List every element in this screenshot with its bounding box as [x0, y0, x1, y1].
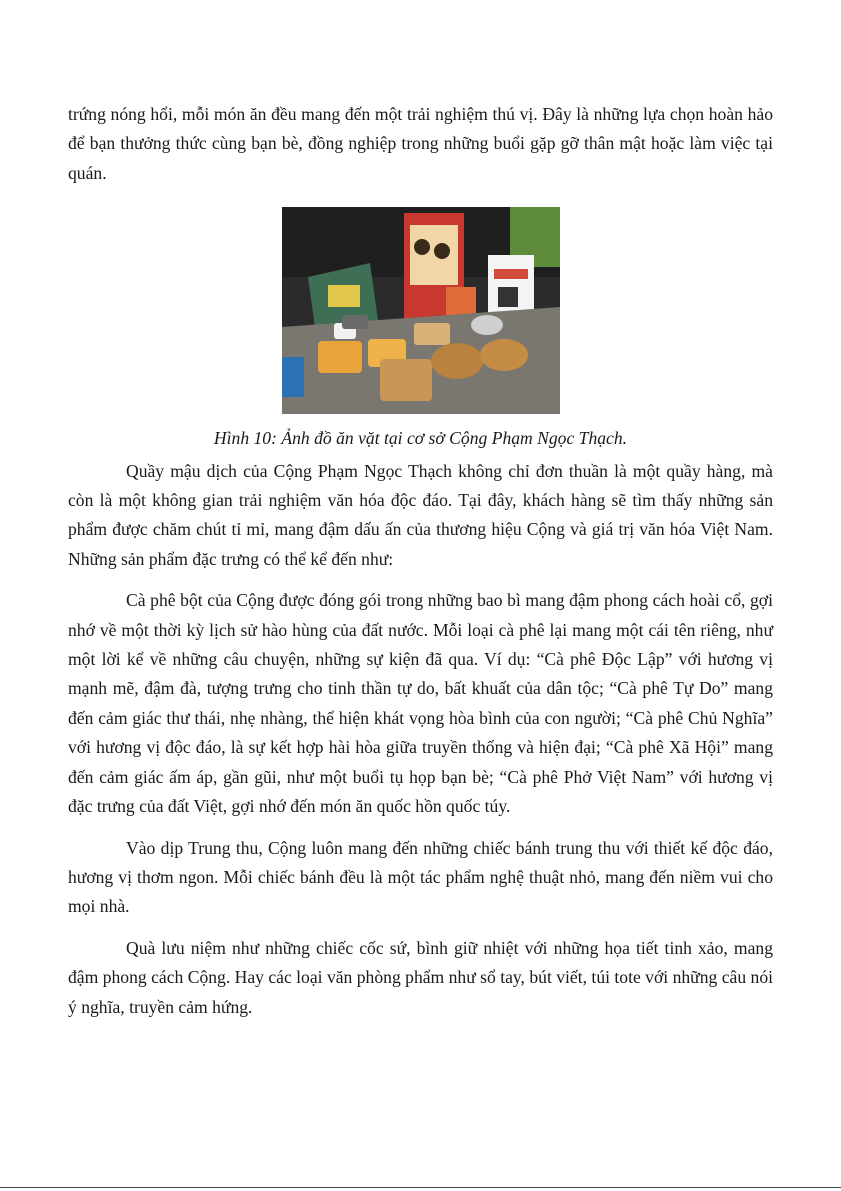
paragraph-shop: Quầy mậu dịch của Cộng Phạm Ngọc Thạch không chỉ đơn thuần là một quầy hàng, mà còn là một không gian trải nghiệm văn hóa độc đáo. Tại đây, khách hàng sẽ tìm thấy những sản phẩm được chăm chút tỉ mỉ, mang đậm dấu ấn của thương hiệu Cộng và giá trị văn hóa Việt Nam. Những sản phẩm đặc trưng có thể kể đến như: — [68, 460, 773, 569]
paragraph-intro-continuation: trứng nóng hổi, mỗi món ăn đều mang đến một trải nghiệm thú vị. Đây là những lựa chọn hoàn hảo để bạn thưởng thức cùng bạn bè, đồng nghiệp trong những buổi gặp gỡ thân mật hoặc làm việc tại quán. — [68, 104, 773, 183]
paragraph-coffee: Cà phê bột của Cộng được đóng gói trong những bao bì mang đậm phong cách hoài cổ, gợi nhớ về một thời kỳ lịch sử hào hùng của đất nước. Mỗi loại cà phê lại mang một cái tên riêng, như một lời kể về những câu chuyện, những sự kiện đã qua. Ví dụ: “Cà phê Độc Lập” với hương vị mạnh mẽ, đậm đà, tượng trưng cho tinh thần tự do, bất khuất của dân tộc; “Cà phê Tự Do” mang đến cảm giác thư thái, nhẹ nhàng, thể hiện khát vọng hòa bình của con người; “Cà phê Chủ Nghĩa” với hương vị độc đáo, là sự kết hợp hài hòa giữa truyền thống và hiện đại; “Cà phê Xã Hội” mang đến cảm giác ấm áp, gần gũi, như một buổi tụ họp bạn bè; “Cà phê Phở Việt Nam” với hương vị đặc trưng của đất Việt, gợi nhớ đến món ăn quốc hồn quốc túy. — [68, 590, 773, 817]
figure-caption: Hình 10: Ảnh đồ ăn vặt tại cơ sở Cộng Phạm Ngọc Thạch. — [213, 428, 628, 449]
tin-container — [471, 315, 503, 335]
blue-box — [282, 357, 304, 397]
snack-bowl-2 — [480, 339, 528, 371]
paragraph-mooncake: Vào dịp Trung thu, Cộng luôn mang đến những chiếc bánh trung thu với thiết kế độc đáo, hương vị thơm ngon. Mỗi chiếc bánh đều là một tác phẩm nghệ thuật nhỏ, mang đến niềm vui cho mọi nhà. — [68, 837, 773, 917]
dried-food-bag — [380, 359, 432, 401]
snack-photo-figure — [282, 207, 560, 414]
paragraph-souvenir: Quà lưu niệm như những chiếc cốc sứ, bình giữ nhiệt với những họa tiết tinh xảo, mang đậm phong cách Cộng. Hay các loại văn phòng phẩm như sổ tay, bút viết, túi tote với những câu nói ý nghĩa, truyền cảm hứng. — [68, 937, 773, 1017]
snack-bowl-1 — [431, 343, 483, 379]
box-artwork — [410, 225, 458, 285]
page-bottom-rule — [0, 1187, 841, 1188]
snack-photo — [282, 207, 560, 414]
dark-cup — [342, 315, 368, 329]
snack-pack-top — [414, 323, 450, 345]
cheese-tray — [318, 341, 362, 373]
document-page — [68, 100, 773, 1022]
